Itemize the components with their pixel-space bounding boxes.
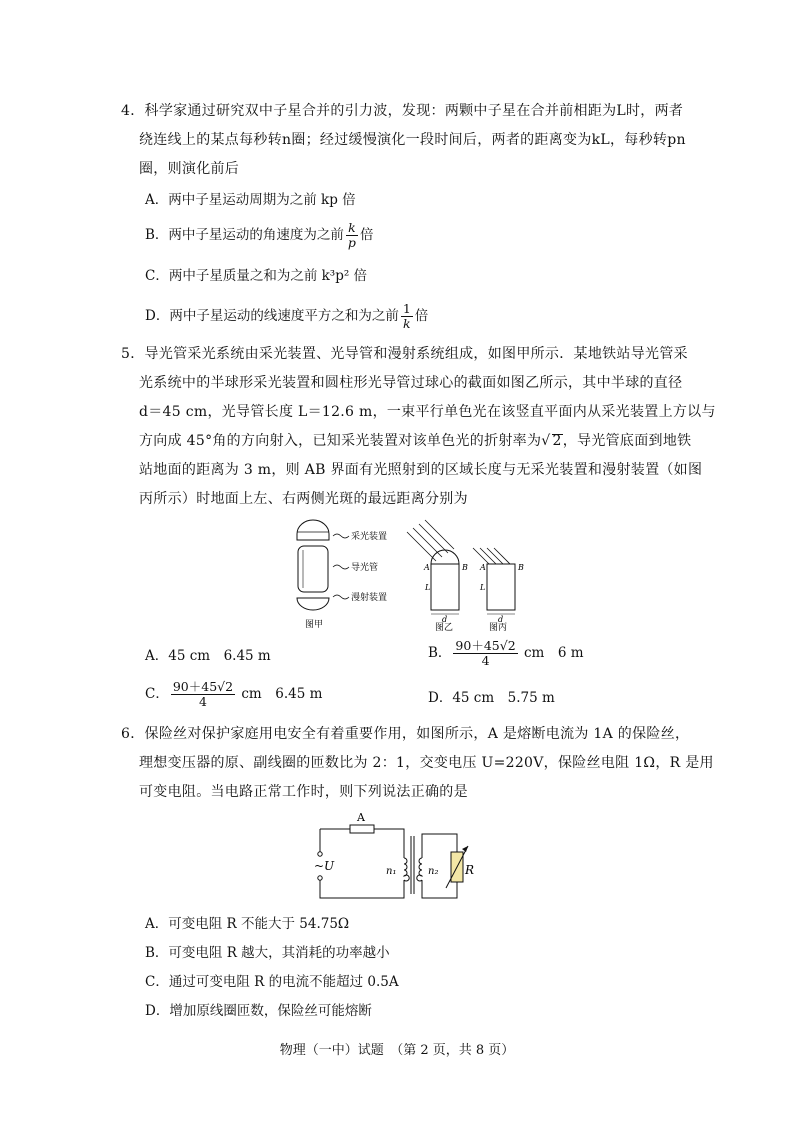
- figure-b: [407, 520, 468, 633]
- caption-c: 图丙: [489, 623, 508, 633]
- q5-option-c: C． $\frac{90+45√2}{4}$ cm 6.45 m: [145, 679, 323, 709]
- q5-option-a: A．45 cm 6.45 m: [145, 648, 271, 664]
- q5-line4: 方向成 45°角的方向射入，已知采光装置对该单色光的折射率为√ 2，导光管底面到地铁: [139, 433, 692, 449]
- q4-option-b: B．两中子星运动的角速度为之前 $\frac{k}{p}$ 倍: [145, 220, 374, 250]
- label-d-c: d: [498, 615, 504, 624]
- q6-line2: 理想变压器的原、副线圈的匝数比为 2：1，交变电压 U=220V，保险丝电阻 1Ω，R 是用: [139, 755, 714, 771]
- label-collector: 采光装置: [351, 532, 388, 542]
- fuse: [350, 825, 374, 833]
- q6-option-b: B．可变电阻 R 越大，其消耗的功率越小: [145, 945, 390, 961]
- q5-option-c-fraction: $\frac{90+45√2}{4}$: [172, 679, 234, 709]
- q5-line1: 5．导光管采光系统由采光装置、光导管和漫射系统组成，如图甲所示．某地铁站导光管采: [121, 346, 688, 362]
- q4-option-b-fraction: $\frac{k}{p}$: [347, 220, 356, 250]
- q5-line5: 站地面的距离为 3 m，则 AB 界面有光照射到的区域长度与无采光装置和漫射装置（如图: [139, 462, 703, 478]
- q5-option-d: D．45 cm 5.75 m: [428, 690, 555, 706]
- q6-line3: 可变电阻。当电路正常工作时，则下列说法正确的是: [139, 784, 468, 800]
- q4-option-c: C．两中子星质量之和为之前 k³p² 倍: [145, 268, 368, 284]
- label-A-b: A: [424, 563, 430, 572]
- page-footer: 物理（一中）试题 （第 2 页，共 8 页）: [279, 1043, 515, 1058]
- label-L-c: L: [480, 583, 486, 592]
- q4-line1: 4．科学家通过研究双中子星合并的引力波，发现：两颗中子星在合并前相距为L时，两者: [121, 103, 684, 119]
- label-tube: 导光管: [351, 563, 379, 573]
- q6-option-d: D．增加原线圈匝数，保险丝可能熔断: [145, 1003, 372, 1019]
- label-A-c: A: [480, 563, 486, 572]
- q6-line1: 6．保险丝对保护家庭用电安全有着重要作用，如图所示，A 是熔断电流为 1A 的保险丝，: [121, 726, 690, 742]
- q4-option-d: D．两中子星运动的线速度平方之和为之前 $\frac{1}{k}$ 倍: [145, 301, 429, 331]
- q4-option-d-fraction: $\frac{1}{k}$: [402, 301, 411, 331]
- label-B-c: B: [518, 563, 524, 572]
- label-L-b: L: [425, 583, 431, 592]
- q6-option-c: C．通过可变电阻 R 的电流不能超过 0.5A: [145, 974, 399, 990]
- figure-a: [297, 520, 387, 630]
- q6-option-a: A．可变电阻 R 不能大于 54.75Ω: [145, 916, 350, 932]
- label-source: ~U: [314, 859, 335, 873]
- figure-c: [473, 548, 524, 633]
- q5-line2: 光系统中的半球形采光装置和圆柱形光导管过球心的截面如图乙所示，其中半球的直径: [139, 375, 683, 391]
- primary-coil: [404, 858, 409, 881]
- q5-option-b: B． $\frac{90+45√2}{4}$ cm 6 m: [428, 638, 584, 668]
- label-n1: n₁: [386, 866, 397, 877]
- q5-line6: 丙所示）时地面上左、右两侧光斑的最远距离分别为: [139, 491, 468, 507]
- q6-circuit: [312, 808, 475, 908]
- label-R: R: [465, 863, 475, 877]
- q5-figure: [285, 512, 535, 632]
- label-fuse: A: [357, 811, 365, 824]
- label-d-b: d: [442, 615, 448, 624]
- caption-b: 图乙: [435, 623, 454, 633]
- q5-option-b-fraction: $\frac{90+45√2}{4}$: [455, 638, 516, 668]
- label-B-b: B: [462, 563, 468, 572]
- secondary-coil: [417, 858, 422, 881]
- caption-a: 图甲: [305, 620, 324, 630]
- label-diffuser: 漫射装置: [351, 593, 388, 603]
- q4-option-a: A．两中子星运动周期为之前 kp 倍: [145, 192, 356, 208]
- q5-line3: d＝45 cm，光导管长度 L＝12.6 m，一束平行单色光在该竖直平面内从采光装置上方以与: [139, 404, 716, 420]
- q4-line3: 圈，则演化前后: [139, 161, 240, 177]
- label-n2: n₂: [428, 866, 439, 877]
- q4-line2: 绕连线上的某点每秒转n圈；经过缓慢演化一段时间后，两者的距离变为kL，每秒转pn: [139, 132, 686, 148]
